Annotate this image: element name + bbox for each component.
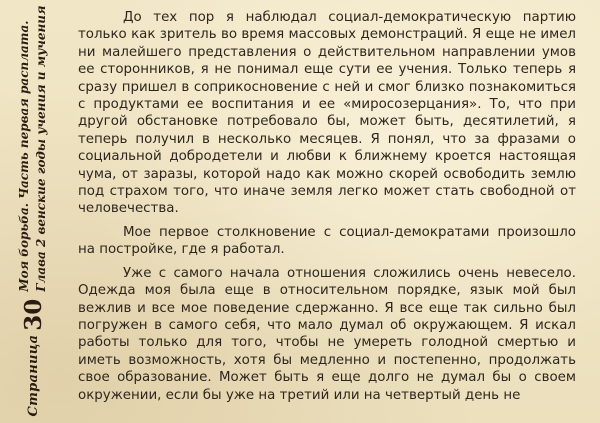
page-number: 30 xyxy=(19,298,47,331)
paragraph: Уже с самого начала отношения сложились очень невесело. Одежда моя была еще в относительном порядке, язык мой был вежлив и все мое поведение сдержанно. Я все еще так сильно был погружен в самого себя, что мало думал об окружающем. Я искал работы только для того, чтобы не умереть голодной смертью и иметь возможность, хотя бы медленно и постепенно, продолжать свое образование. Может быть я еще долго не думал бы о своем окружении, если бы уже на третий или на четвертый день не xyxy=(78,265,576,403)
sidebar-header xyxy=(0,0,66,423)
page-sidebar xyxy=(0,0,66,423)
body-text xyxy=(78,9,576,410)
chapter-info xyxy=(16,5,50,291)
book-part-title: Моя борьба. Часть первая расплата. xyxy=(17,20,31,292)
paragraph: До тех пор я наблюдал социал-демократическую партию только как зритель во время массовых демонстраций. Я еще не имел ни малейшего представления о действительном направлении умов ее сторонников, я не понимал еще сути ее учения. Только теперь я сразу пришел в соприкосновение с ней и смог близко познакомиться с продуктами ее воспитания и ее «миросозерцания». То, что при другой обстановке потребовало бы, может быть, десятилетий, я теперь получил в несколько месяцев. Я понял, что за фразами о социальной добродетели и любви к ближнему кроется настоящая чума, от заразы, которой надо как можно скорей освободить землю под страхом того, что иначе земля легко может стать свободной от человечества. xyxy=(78,10,576,217)
page-label: Страница xyxy=(25,334,41,417)
chapter-title: Глава 2 венские годы учения и мучения xyxy=(34,5,48,292)
paragraph: Мое первое столкновение с социал-демократами произошло на постройке, где я работал. xyxy=(78,224,576,258)
